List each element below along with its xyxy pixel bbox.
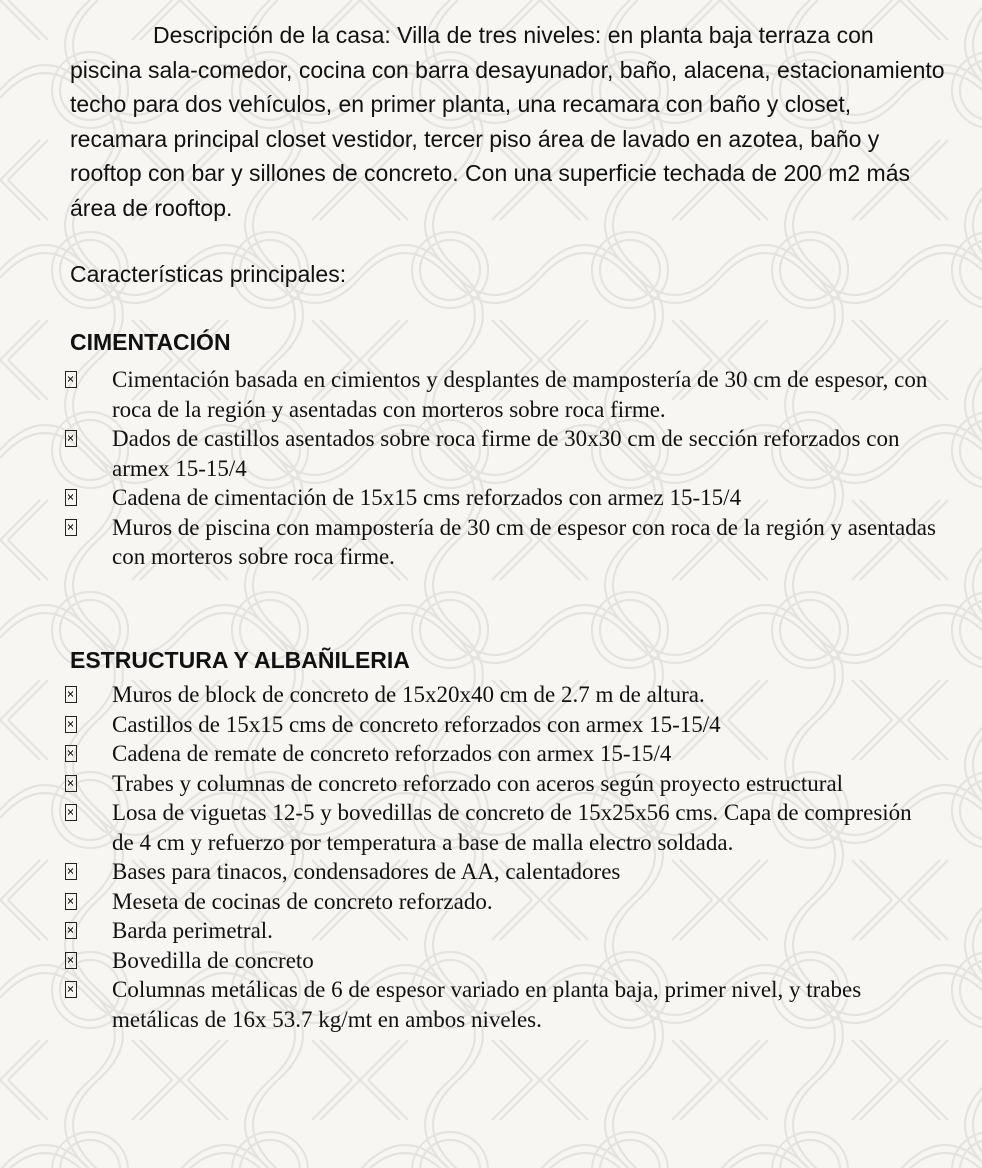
list-item-text: Cimentación basada en cimientos y desplantes de mampostería de 30 cm de espesor, con roca de la región y asentadas con morteros sobre roca firme. [112,367,928,422]
list-item [0,916,937,946]
checkbox-bullet-icon [65,863,77,880]
checkbox-bullet-icon [65,952,77,969]
checkbox-bullet-icon [65,893,77,910]
list-item-text: Muros de piscina con mampostería de 30 cm de espesor con roca de la región y asentadas con morteros sobre roca firme. [112,514,936,569]
checkbox-bullet-icon [65,775,77,792]
checkbox-bullet-icon [65,519,77,536]
estructura-list [0,680,982,1034]
checkbox-bullet-icon [65,981,77,998]
list-item-text: Castillos de 15x15 cms de concreto reforzados con armex 15-15/4 [112,711,721,737]
checkbox-bullet-icon [65,430,77,447]
list-item-text: Muros de block de concreto de 15x20x40 cm de 2.7 m de altura. [112,682,705,707]
list-item [0,769,937,799]
list-item [0,798,937,857]
checkbox-bullet-icon [65,716,77,733]
checkbox-bullet-icon [65,686,77,703]
list-item-text: Trabes y columnas de concreto reforzado con aceros según proyecto estructural [112,770,844,796]
list-item [0,513,937,572]
list-item-text: Barda perimetral. [112,918,273,943]
list-item [0,680,937,710]
list-item [0,975,937,1034]
list-item [0,483,937,513]
list-item [0,857,937,887]
checkbox-bullet-icon [65,922,77,939]
list-item-text: Dados de castillos asentados sobre roca firme de 30x30 cm de sección reforzados con armex 15-15/4 [112,426,900,481]
checkbox-bullet-icon [65,371,77,388]
list-item-text: Cadena de remate de concreto reforzados con armex 15-15/4 [112,741,672,766]
list-item [0,710,937,740]
cimentacion-list [0,365,982,572]
list-item-text: Cadena de cimentación de 15x15 cms reforzados con armez 15-15/4 [112,485,742,510]
list-item [0,424,937,483]
checkbox-bullet-icon [65,489,77,506]
section-title-estructura: ESTRUCTURA Y ALBAÑILERIA [70,647,410,673]
list-item-text: Columnas metálicas de 6 de espesor variado en planta baja, primer nivel, y trabes metálicas de 16x 53.7 kg/mt en ambos niveles. [112,977,862,1032]
list-item [0,739,937,769]
house-description: Descripción de la casa: Villa de tres niveles: en planta baja terraza con piscina sala-comedor, cocina con barra desayunador, baño, alacena, estacionamiento techo para dos vehículos, en primer planta, una recamara con baño y closet, recamara principal closet vestidor, tercer piso área de lavado en azotea, baño y rooftop con bar y sillones de concreto. Con una superficie techada de 200 m2 más área de rooftop. [70,22,945,221]
checkbox-bullet-icon [65,745,77,762]
list-item-text: Meseta de cocinas de concreto reforzado. [112,888,493,914]
checkbox-bullet-icon [65,804,77,821]
section-title-cimentacion: CIMENTACIÓN [70,329,231,355]
features-heading: Características principales: [70,261,347,287]
list-item-text: Losa de viguetas 12-5 y bovedillas de concreto de 15x25x56 cms. Capa de compresión de 4 cm y refuerzo por temperatura a base de malla electro soldada. [112,800,912,855]
list-item [0,887,937,917]
list-item [0,365,937,424]
list-item [0,946,937,976]
list-item-text: Bases para tinacos, condensadores de AA, calentadores [112,859,621,884]
list-item-text: Bovedilla de concreto [112,947,314,973]
